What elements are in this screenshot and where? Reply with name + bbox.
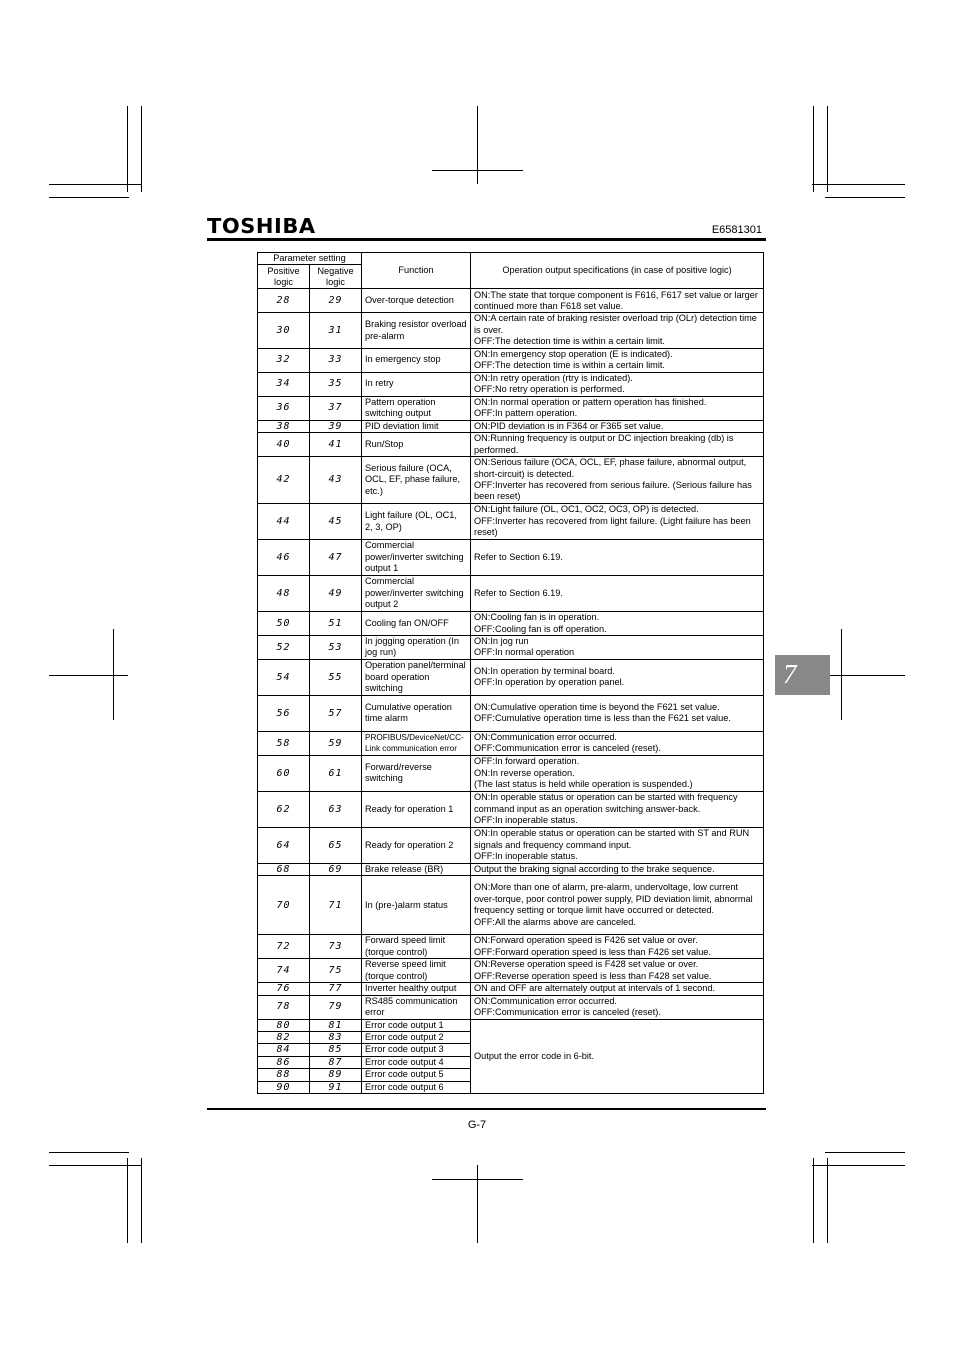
positive-value: 62 [258,791,310,827]
negative-value: 59 [310,731,362,755]
negative-value: 45 [310,504,362,540]
table-row [258,1019,764,1031]
negative-value: 53 [310,636,362,660]
spec-text: OFF:In forward operation. ON:In reverse operation. (The last status is held while operation is suspended.) [471,755,764,791]
positive-value: 52 [258,636,310,660]
spec-text: ON:In retry operation (rtry is indicated). OFF:No retry operation is performed. [471,372,764,396]
negative-value: 89 [310,1069,362,1081]
negative-value: 77 [310,983,362,995]
function-label: Error code output 2 [362,1032,471,1044]
function-label: Braking resistor overload pre-alarm [362,313,471,348]
table-row [258,313,764,348]
negative-value: 81 [310,1019,362,1031]
negative-value: 83 [310,1032,362,1044]
table-row [258,289,764,313]
table-row [258,540,764,576]
spec-text: ON:Reverse operation speed is F428 set value or over. OFF:Reverse operation speed is less than F428 set value. [471,959,764,983]
function-label: In retry [362,372,471,396]
function-label: PROFIBUS/DeviceNet/CC-Link communication error [362,731,471,755]
spec-text: ON:In normal operation or pattern operation has finished. OFF:In pattern operation. [471,396,764,420]
positive-value: 56 [258,695,310,731]
negative-value: 35 [310,372,362,396]
negative-value: 29 [310,289,362,313]
function-label: Error code output 4 [362,1056,471,1068]
spec-text: ON:Cumulative operation time is beyond the F621 set value. OFF:Cumulative operation time is less than the F621 set value. [471,695,764,731]
spec-text: ON:Serious failure (OCA, OCL, EF, phase failure, abnormal output, short-circuit) is detected. OFF:Inverter has recovered from serious failure. (Serious failure has been reset) [471,457,764,504]
positive-value: 70 [258,876,310,935]
table-row [258,791,764,827]
function-label: Operation panel/terminal board operation switching [362,659,471,695]
negative-value: 33 [310,348,362,372]
spec-text: ON:Communication error occurred. OFF:Communication error is canceled (reset). [471,995,764,1019]
positive-value: 38 [258,420,310,432]
spec-text: ON:More than one of alarm, pre-alarm, undervoltage, low current over-torque, poor control power supply, PID deviation limit, abnormal frequency setting or torque limit have occurred or detected. OFF:All the alarms above are canceled. [471,876,764,935]
error-spec-text: Output the error code in 6-bit. [471,1019,764,1093]
positive-value: 74 [258,959,310,983]
positive-value: 50 [258,612,310,636]
negative-value: 75 [310,959,362,983]
negative-value: 87 [310,1056,362,1068]
chapter-tab: 7 [775,655,830,695]
table-row [258,695,764,731]
table-row [258,995,764,1019]
table-row [258,420,764,432]
positive-value: 64 [258,827,310,863]
positive-value: 42 [258,457,310,504]
output-function-table [257,252,764,1094]
function-label: Reverse speed limit (torque control) [362,959,471,983]
positive-value: 88 [258,1069,310,1081]
function-label: Ready for operation 1 [362,791,471,827]
function-label: Run/Stop [362,433,471,457]
table-row [258,731,764,755]
spec-text: ON:Cooling fan is in operation. OFF:Cooling fan is off operation. [471,612,764,636]
function-label: Error code output 1 [362,1019,471,1031]
function-label: PID deviation limit [362,420,471,432]
function-label: In emergency stop [362,348,471,372]
positive-value: 28 [258,289,310,313]
positive-value: 32 [258,348,310,372]
function-label: Light failure (OL, OC1, 2, 3, OP) [362,504,471,540]
function-label: Brake release (BR) [362,863,471,875]
positive-value: 72 [258,935,310,959]
spec-text: ON:Running frequency is output or DC injection breaking (db) is performed. [471,433,764,457]
function-label: Forward speed limit (torque control) [362,935,471,959]
function-label: RS485 communication error [362,995,471,1019]
header-rule [207,238,766,241]
positive-value: 86 [258,1056,310,1068]
negative-value: 71 [310,876,362,935]
function-label: Ready for operation 2 [362,827,471,863]
function-label: In jogging operation (In jog run) [362,636,471,660]
positive-value: 48 [258,576,310,612]
negative-value: 65 [310,827,362,863]
negative-value: 37 [310,396,362,420]
spec-text: ON:In emergency stop operation (E is indicated). OFF:The detection time is within a certain limit. [471,348,764,372]
function-label: Pattern operation switching output [362,396,471,420]
toshiba-logo: TOSHIBA [207,214,316,238]
positive-value: 76 [258,983,310,995]
negative-value: 47 [310,540,362,576]
table-row [258,755,764,791]
negative-value: 73 [310,935,362,959]
spec-text: ON:In operation by terminal board. OFF:In operation by operation panel. [471,659,764,695]
table-row [258,396,764,420]
negative-value: 49 [310,576,362,612]
positive-value: 30 [258,313,310,348]
positive-value: 90 [258,1081,310,1093]
negative-value: 63 [310,791,362,827]
spec-text: Refer to Section 6.19. [471,576,764,612]
table-row [258,863,764,875]
positive-value: 68 [258,863,310,875]
table-row [258,827,764,863]
header-positive: Positive logic [258,265,310,289]
negative-value: 39 [310,420,362,432]
spec-text: ON:In jog run OFF:In normal operation [471,636,764,660]
function-label: Cumulative operation time alarm [362,695,471,731]
table-row [258,659,764,695]
function-label: Commercial power/inverter switching output 2 [362,576,471,612]
positive-value: 44 [258,504,310,540]
header-param-setting: Parameter setting [258,253,362,265]
positive-value: 54 [258,659,310,695]
positive-value: 60 [258,755,310,791]
negative-value: 51 [310,612,362,636]
positive-value: 84 [258,1044,310,1056]
page-number: G-7 [467,1119,487,1131]
spec-text: ON:PID deviation is in F364 or F365 set value. [471,420,764,432]
spec-text: ON:Forward operation speed is F426 set value or over. OFF:Forward operation speed is less than F426 set value. [471,935,764,959]
negative-value: 31 [310,313,362,348]
spec-text: ON:Light failure (OL, OC1, OC2, OC3, OP) is detected. OFF:Inverter has recovered from light failure. (Light failure has been reset) [471,504,764,540]
function-label: Cooling fan ON/OFF [362,612,471,636]
positive-value: 82 [258,1032,310,1044]
negative-value: 57 [310,695,362,731]
spec-text: ON:A certain rate of braking resister overload trip (OLr) detection time is over. OFF:The detection time is within a certain limit. [471,313,764,348]
positive-value: 58 [258,731,310,755]
negative-value: 41 [310,433,362,457]
document-number: E6581301 [711,224,762,236]
positive-value: 46 [258,540,310,576]
header-negative: Negative logic [310,265,362,289]
table-row [258,959,764,983]
table-row [258,372,764,396]
negative-value: 55 [310,659,362,695]
negative-value: 43 [310,457,362,504]
negative-value: 85 [310,1044,362,1056]
function-label: Inverter healthy output [362,983,471,995]
positive-value: 36 [258,396,310,420]
function-label: Error code output 6 [362,1081,471,1093]
spec-text: ON:Communication error occurred. OFF:Communication error is canceled (reset). [471,731,764,755]
function-label: Forward/reverse switching [362,755,471,791]
function-label: In (pre-)alarm status [362,876,471,935]
positive-value: 40 [258,433,310,457]
table-row [258,935,764,959]
spec-text: ON:The state that torque component is F616, F617 set value or larger continued more than F618 set value. [471,289,764,313]
table-row [258,433,764,457]
table-row [258,504,764,540]
header-spec: Operation output specifications (in case of positive logic) [471,253,764,289]
table-row [258,348,764,372]
negative-value: 69 [310,863,362,875]
negative-value: 91 [310,1081,362,1093]
table-row [258,457,764,504]
header-function: Function [362,253,471,289]
function-label: Over-torque detection [362,289,471,313]
function-label: Commercial power/inverter switching output 1 [362,540,471,576]
spec-text: Output the braking signal according to the brake sequence. [471,863,764,875]
function-label: Error code output 5 [362,1069,471,1081]
table-row [258,612,764,636]
table-row [258,876,764,935]
function-label: Error code output 3 [362,1044,471,1056]
table-row [258,636,764,660]
spec-text: ON:In operable status or operation can be started with frequency command input as an operation switching answer-back. OFF:In inoperable status. [471,791,764,827]
negative-value: 61 [310,755,362,791]
table-row [258,983,764,995]
spec-text: ON and OFF are alternately output at intervals of 1 second. [471,983,764,995]
footer-rule [207,1108,766,1110]
negative-value: 79 [310,995,362,1019]
positive-value: 80 [258,1019,310,1031]
table-row [258,576,764,612]
positive-value: 78 [258,995,310,1019]
function-label: Serious failure (OCA, OCL, EF, phase failure, etc.) [362,457,471,504]
spec-text: Refer to Section 6.19. [471,540,764,576]
positive-value: 34 [258,372,310,396]
spec-text: ON:In operable status or operation can be started with ST and RUN signals and frequency command input. OFF:In inoperable status. [471,827,764,863]
